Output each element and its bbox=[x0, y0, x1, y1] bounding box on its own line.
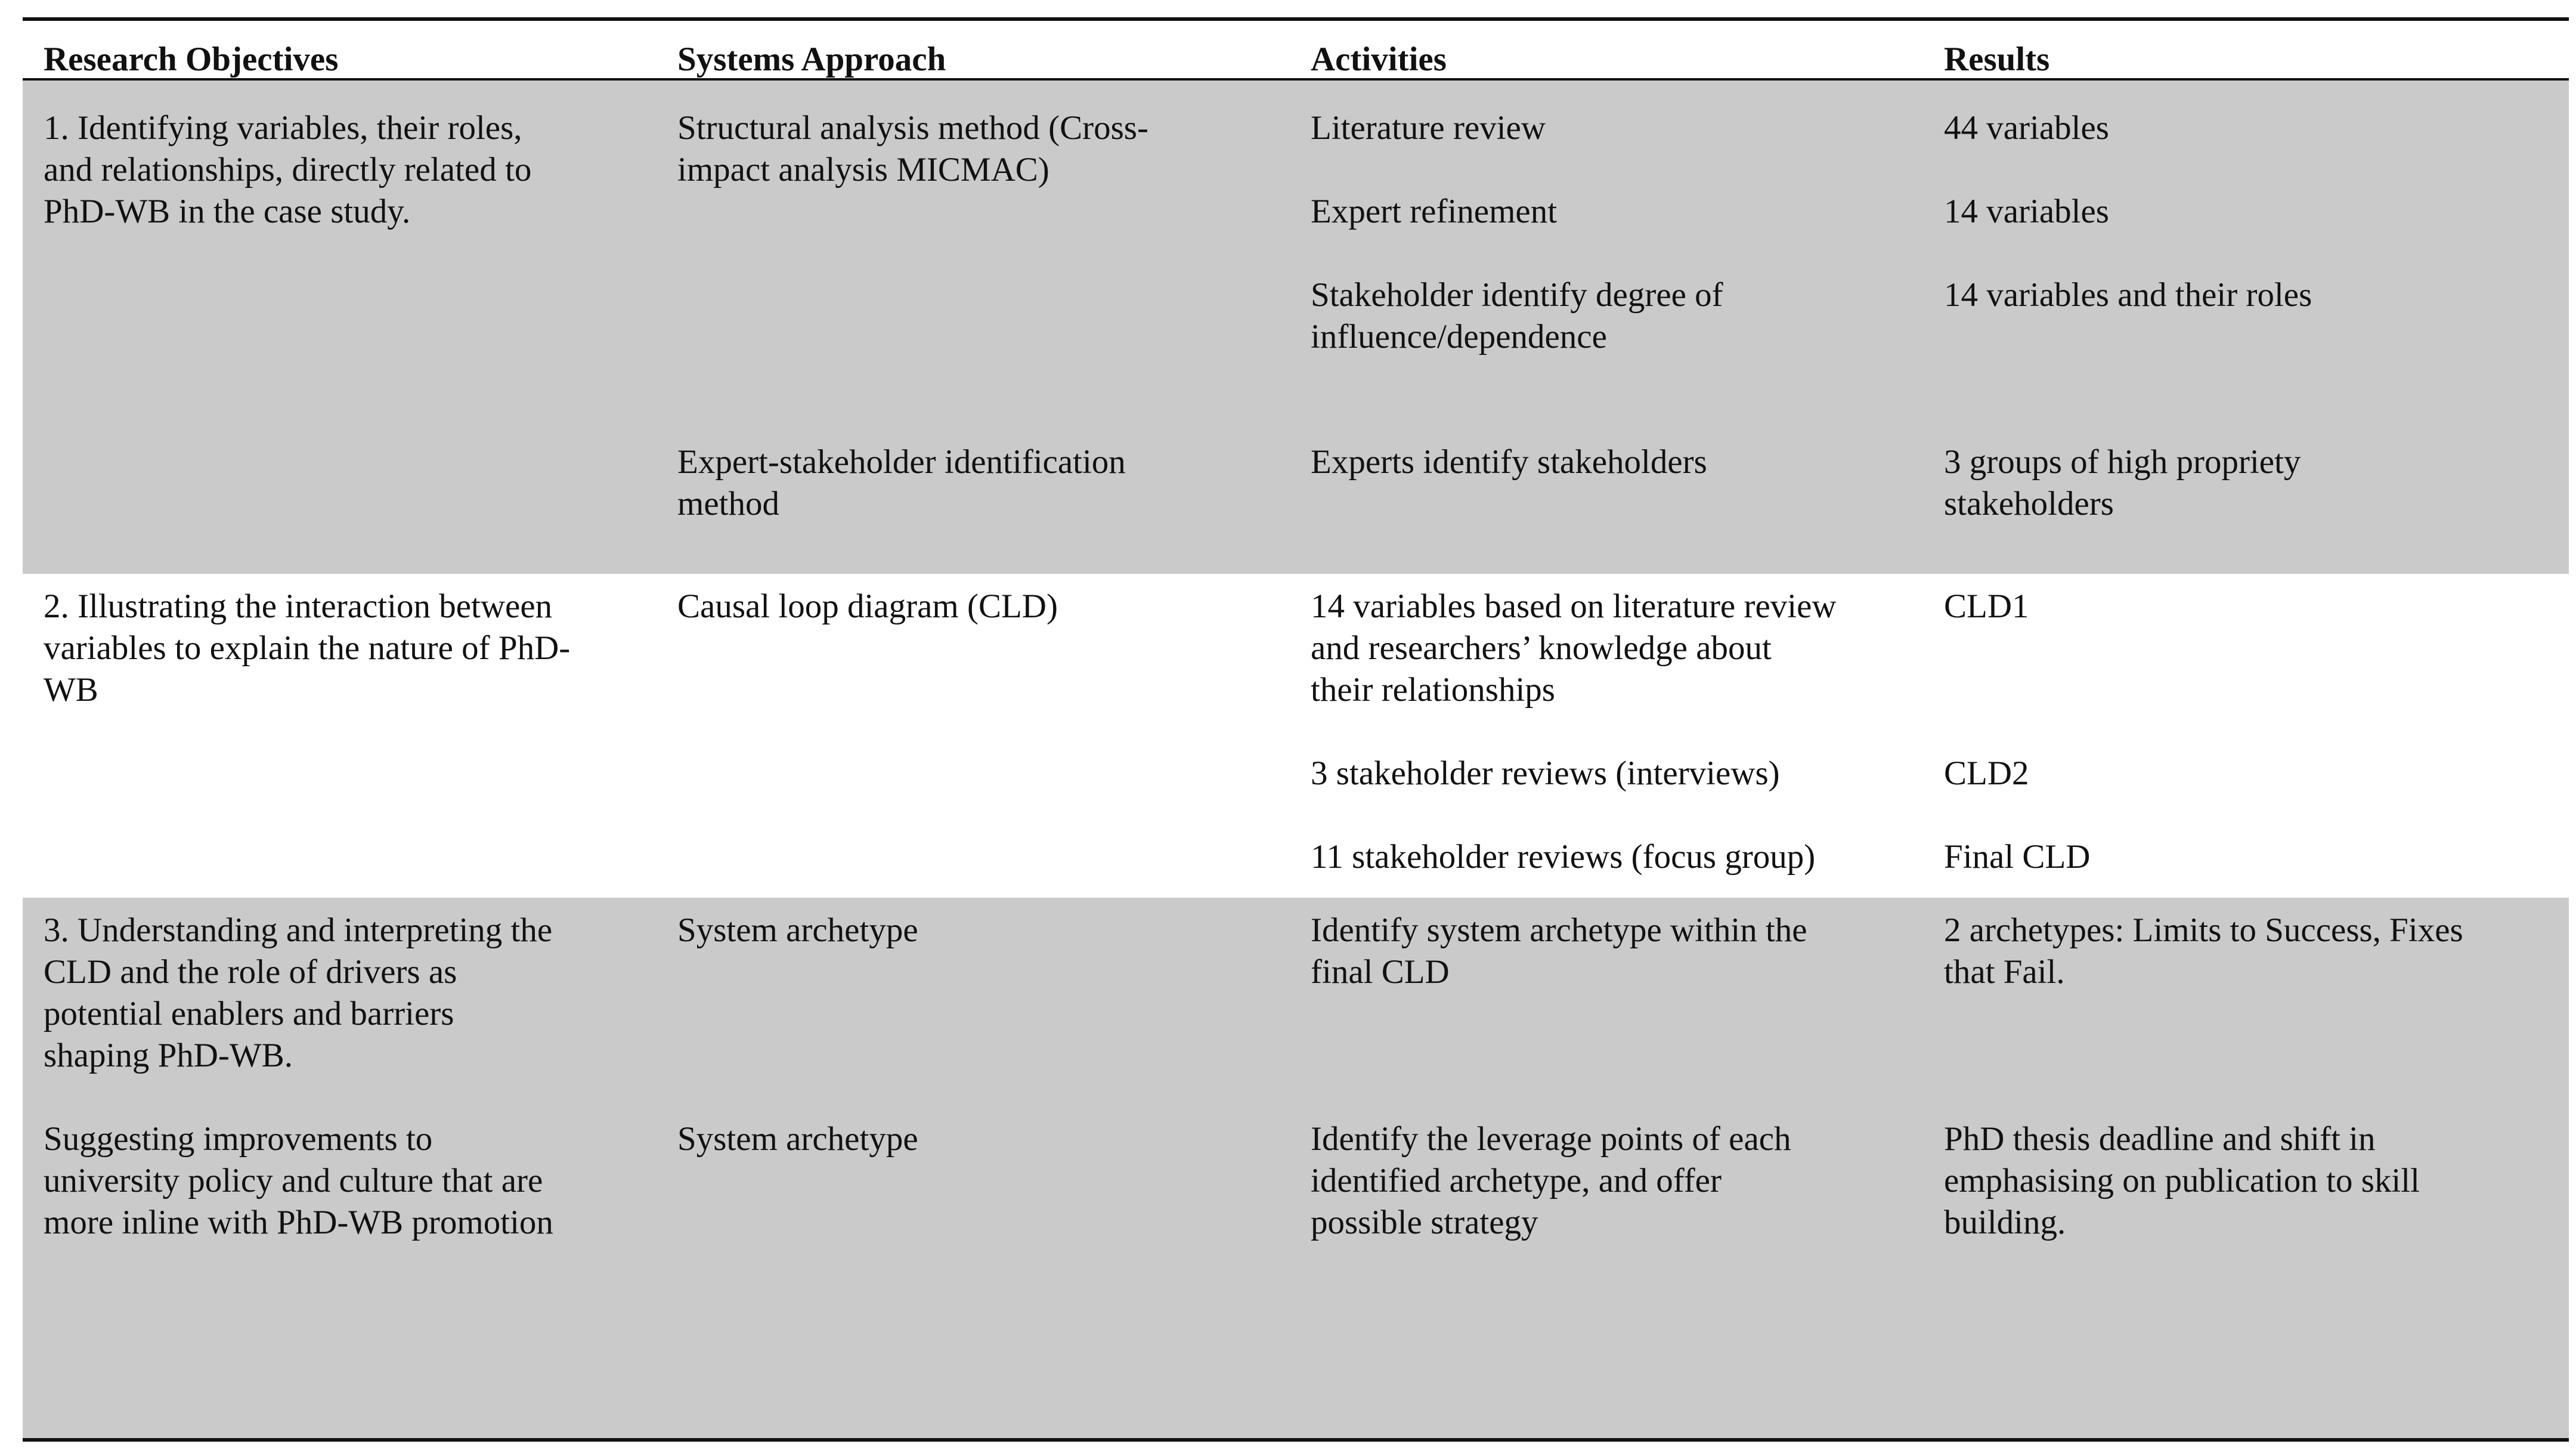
text-line: 3 groups of high propriety bbox=[1944, 443, 2301, 481]
table-header-row bbox=[23, 21, 2569, 78]
result-cell: Final CLD bbox=[1944, 838, 2091, 876]
text-line: Structural analysis method (Cross- bbox=[677, 109, 1148, 147]
text-line: Expert-stakeholder identification bbox=[677, 443, 1126, 481]
text-line: 3. Understanding and interpreting the bbox=[44, 911, 553, 949]
text-line: PhD thesis deadline and shift in bbox=[1944, 1120, 2376, 1158]
text-line: building. bbox=[1944, 1204, 2066, 1241]
result-cell: CLD2 bbox=[1944, 755, 2029, 792]
activity-cell bbox=[1311, 586, 1931, 711]
header-activities: Activities bbox=[1311, 41, 1447, 78]
result-cell bbox=[1944, 910, 2558, 993]
objective-cell bbox=[44, 107, 664, 233]
approach-cell bbox=[677, 107, 1298, 191]
text-line: possible strategy bbox=[1311, 1204, 1538, 1241]
approach-cell bbox=[677, 441, 1298, 525]
text-line: potential enablers and barriers bbox=[44, 995, 454, 1032]
activity-cell bbox=[1311, 274, 1931, 358]
activity-cell bbox=[1311, 910, 1931, 993]
header-research-objectives: Research Objectives bbox=[44, 41, 339, 78]
activity-cell: Literature review bbox=[1311, 109, 1546, 147]
approach-cell: System archetype bbox=[677, 911, 918, 949]
text-line: more inline with PhD-WB promotion bbox=[44, 1204, 553, 1241]
header-systems-approach: Systems Approach bbox=[677, 41, 946, 78]
text-line: 2 archetypes: Limits to Success, Fixes bbox=[1944, 911, 2463, 949]
result-cell: CLD1 bbox=[1944, 588, 2029, 625]
text-line: WB bbox=[44, 671, 98, 709]
text-line: 14 variables based on literature review bbox=[1311, 588, 1837, 625]
result-cell: 14 variables and their roles bbox=[1944, 276, 2312, 314]
text-line: Identify the leverage points of each bbox=[1311, 1120, 1791, 1158]
result-cell: 44 variables bbox=[1944, 109, 2109, 147]
objective-cell bbox=[44, 586, 664, 711]
text-line: method bbox=[677, 485, 779, 523]
activity-cell: Experts identify stakeholders bbox=[1311, 443, 1707, 481]
text-line: PhD-WB in the case study. bbox=[44, 193, 411, 230]
table-row-3 bbox=[23, 898, 2569, 1438]
text-line: emphasising on publication to skill bbox=[1944, 1162, 2420, 1199]
objective-cell bbox=[44, 910, 664, 1077]
text-line: shaping PhD-WB. bbox=[44, 1037, 293, 1074]
approach-cell: System archetype bbox=[677, 1120, 918, 1158]
result-cell: 14 variables bbox=[1944, 193, 2109, 230]
text-line: stakeholders bbox=[1944, 485, 2114, 523]
text-line: that Fail. bbox=[1944, 953, 2065, 991]
text-line: final CLD bbox=[1311, 953, 1450, 991]
activity-cell: Expert refinement bbox=[1311, 193, 1558, 230]
result-cell bbox=[1944, 441, 2558, 525]
text-line: Stakeholder identify degree of bbox=[1311, 276, 1723, 314]
table-row-2 bbox=[23, 574, 2569, 898]
activity-cell: 11 stakeholder reviews (focus group) bbox=[1311, 838, 1816, 876]
text-line: Suggesting improvements to bbox=[44, 1120, 433, 1158]
text-line: 1. Identifying variables, their roles, bbox=[44, 109, 522, 147]
result-cell bbox=[1944, 1118, 2558, 1244]
text-line: identified archetype, and offer bbox=[1311, 1162, 1722, 1199]
text-line: and relationships, directly related to bbox=[44, 151, 532, 188]
text-line: university policy and culture that are bbox=[44, 1162, 543, 1199]
text-line: 2. Illustrating the interaction between bbox=[44, 588, 553, 625]
header-results: Results bbox=[1944, 41, 2050, 78]
research-table bbox=[23, 17, 2569, 1441]
table-row-1 bbox=[23, 81, 2569, 574]
text-line: and researchers’ knowledge about bbox=[1311, 629, 1772, 667]
objective-cell bbox=[44, 1118, 664, 1244]
activity-cell: 3 stakeholder reviews (interviews) bbox=[1311, 755, 1780, 792]
activity-cell bbox=[1311, 1118, 1931, 1244]
text-line: Identify system archetype within the bbox=[1311, 911, 1807, 949]
table-bottom-rule bbox=[23, 1438, 2569, 1442]
text-line: influence/dependence bbox=[1311, 318, 1607, 355]
text-line: impact analysis MICMAC) bbox=[677, 151, 1049, 188]
approach-cell: Causal loop diagram (CLD) bbox=[677, 588, 1058, 625]
text-line: CLD and the role of drivers as bbox=[44, 953, 457, 991]
text-line: variables to explain the nature of PhD- bbox=[44, 629, 571, 667]
text-line: their relationships bbox=[1311, 671, 1555, 709]
